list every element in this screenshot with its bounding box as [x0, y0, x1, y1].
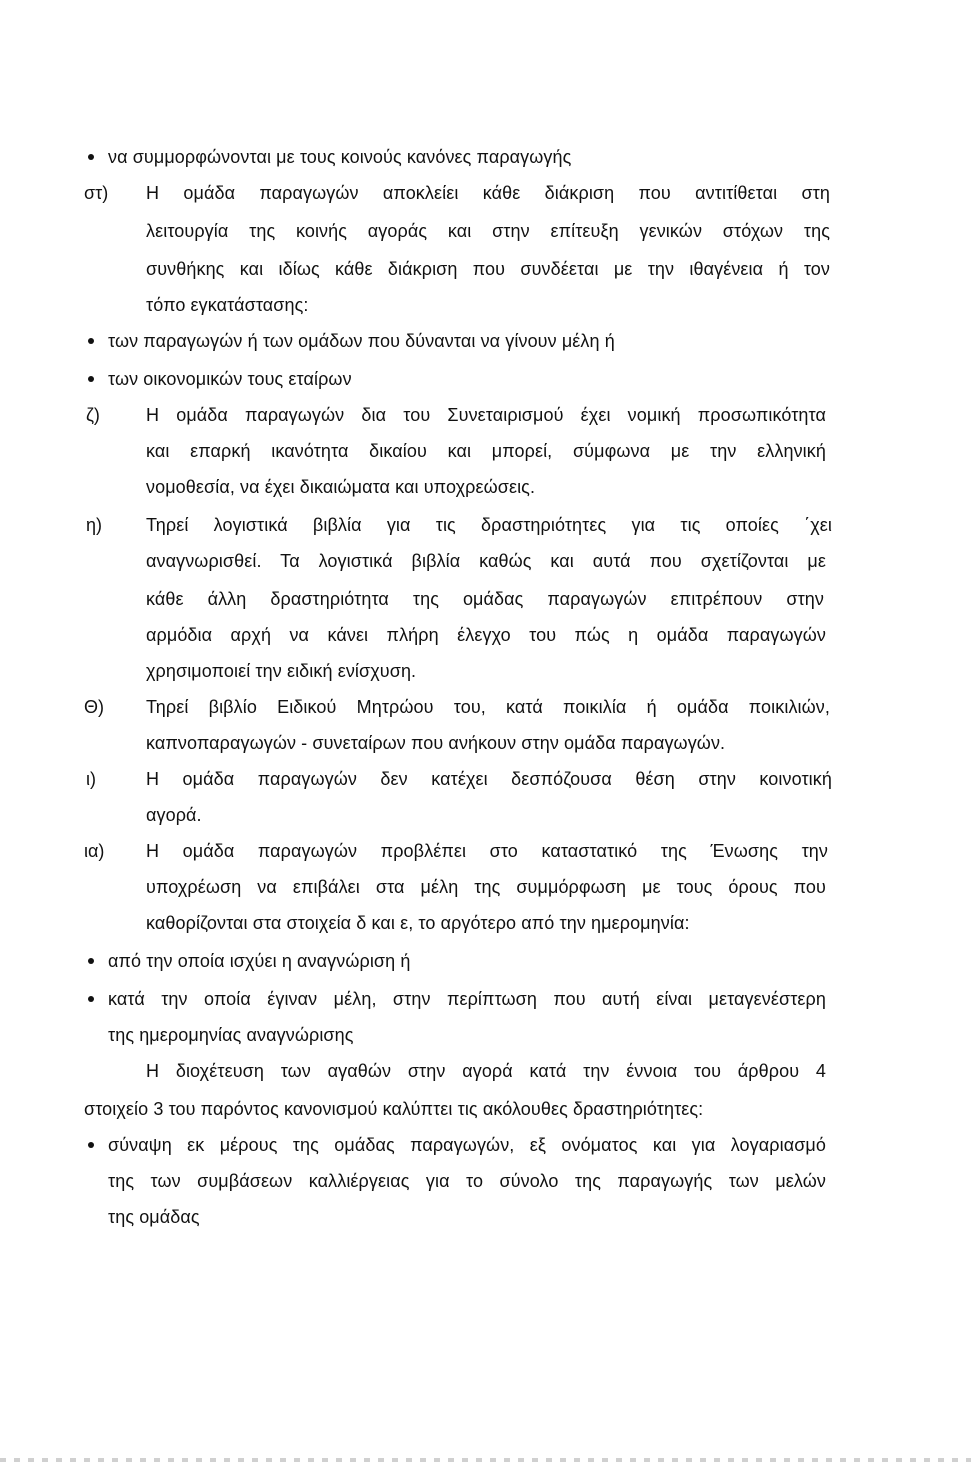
- paragraph-line: αρμόδια αρχή να κάνει πλήρη έλεγχο του πώς η ομάδα παραγωγών: [146, 625, 826, 645]
- bullet-item-continuation: της ομάδας: [108, 1207, 200, 1227]
- item-marker: στ): [84, 183, 109, 203]
- item-marker: ια): [84, 841, 105, 861]
- item-marker: Θ): [84, 697, 104, 717]
- paragraph-line: και επαρκή ικανότητα δικαίου και μπορεί, σύμφωνα με την ελληνική: [146, 441, 826, 461]
- bullet-item: από την οποία ισχύει η αναγνώριση ή: [108, 951, 411, 971]
- bullet-item: σύναψη εκ μέρους της ομάδας παραγωγών, εξ ονόματος και για λογαριασμό: [108, 1135, 826, 1155]
- paragraph-line: νομοθεσία, να έχει δικαιώματα και υποχρεώσεις.: [146, 477, 536, 497]
- bullet-item: των οικονομικών τους εταίρων: [108, 369, 352, 389]
- paragraph-line: Η ομάδα παραγωγών αποκλείει κάθε διάκριση που αντιτίθεται στη: [146, 183, 830, 203]
- bullet-dot: [88, 1142, 94, 1148]
- paragraph-line: στοιχείο 3 του παρόντος κανονισμού καλύπτει τις ακόλουθες δραστηριότητες:: [84, 1099, 704, 1119]
- paragraph-line: Η διοχέτευση των αγαθών στην αγορά κατά την έννοια του άρθρου 4: [146, 1061, 826, 1081]
- paragraph-line: Η ομάδα παραγωγών προβλέπει στο καταστατικό της Ένωσης την: [146, 841, 828, 861]
- paragraph-line: καθορίζονται στα στοιχεία δ και ε, το αργότερο από την ημερομηνία:: [146, 913, 690, 933]
- bullet-dot: [88, 996, 94, 1002]
- paragraph-line: αναγνωρισθεί. Τα λογιστικά βιβλία καθώς και αυτά που σχετίζονται με: [146, 551, 826, 571]
- scan-edge-artifact: [0, 1458, 971, 1462]
- item-marker: ζ): [86, 405, 100, 425]
- item-marker: ι): [86, 769, 96, 789]
- paragraph-line: Η ομάδα παραγωγών δια του Συνεταιρισμού έχει νομική προσωπικότητα: [146, 405, 826, 425]
- bullet-item: κατά την οποία έγιναν μέλη, στην περίπτωση που αυτή είναι μεταγενέστερη: [108, 989, 826, 1009]
- bullet-item-continuation: της ημερομηνίας αναγνώρισης: [108, 1025, 354, 1045]
- paragraph-line: αγορά.: [146, 805, 202, 825]
- item-marker: η): [86, 515, 103, 535]
- bullet-dot: [88, 338, 94, 344]
- paragraph-line: λειτουργία της κοινής αγοράς και στην επίτευξη γενικών στόχων της: [146, 221, 830, 241]
- bullet-dot: [88, 958, 94, 964]
- bullet-item-continuation: της των συμβάσεων καλλιέργειας για το σύνολο της παραγωγής των μελών: [108, 1171, 826, 1191]
- bullet-item: να συμμορφώνονται με τους κοινούς κανόνες παραγωγής: [108, 147, 572, 167]
- bullet-dot: [88, 376, 94, 382]
- bullet-dot: [88, 154, 94, 160]
- paragraph-line: καπνοπαραγωγών - συνεταίρων που ανήκουν στην ομάδα παραγωγών.: [146, 733, 726, 753]
- paragraph-line: Τηρεί βιβλίο Ειδικού Μητρώου του, κατά ποικιλία ή ομάδα ποικιλιών,: [146, 697, 830, 717]
- paragraph-line: υποχρέωση να επιβάλει στα μέλη της συμμόρφωση με τους όρους που: [146, 877, 826, 897]
- paragraph-line: χρησιμοποιεί την ειδική ενίσχυση.: [146, 661, 417, 681]
- paragraph-line: τόπο εγκατάστασης:: [146, 295, 309, 315]
- paragraph-line: κάθε άλλη δραστηριότητα της ομάδας παραγωγών επιτρέπουν στην: [146, 589, 824, 609]
- paragraph-line: Τηρεί λογιστικά βιβλία για τις δραστηριότητες για τις οποίες ΄χει: [146, 515, 832, 535]
- paragraph-line: συνθήκης και ιδίως κάθε διάκριση που συνδέεται με την ιθαγένεια ή τον: [146, 259, 830, 279]
- paragraph-line: Η ομάδα παραγωγών δεν κατέχει δεσπόζουσα θέση στην κοινοτική: [146, 769, 832, 789]
- bullet-item: των παραγωγών ή των ομάδων που δύνανται να γίνουν μέλη ή: [108, 331, 615, 351]
